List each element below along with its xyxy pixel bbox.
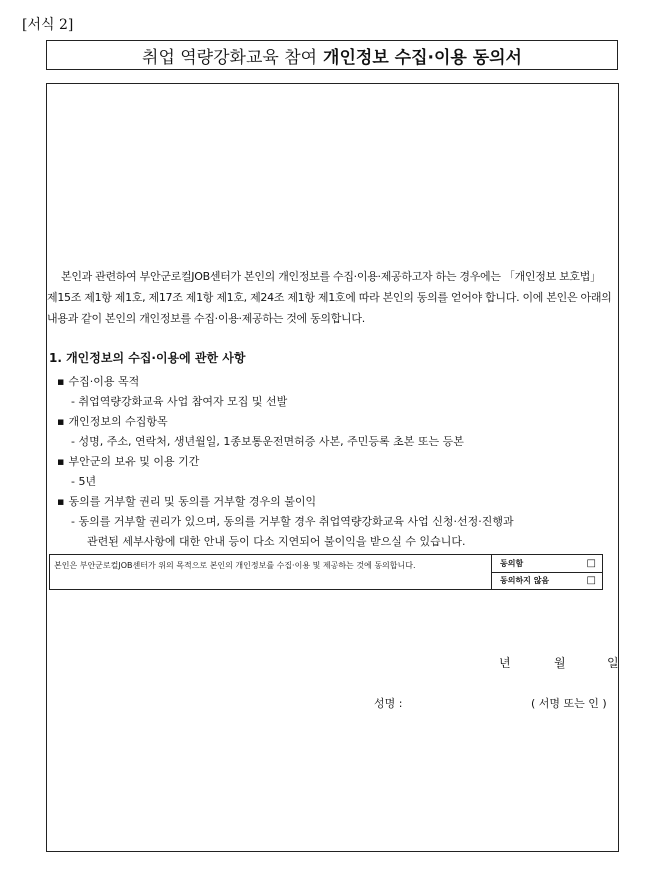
list-item: ▪ 동의를 거부할 권리 및 동의를 거부할 경우의 불이익 [57, 492, 514, 512]
list-item: ▪ 개인정보의 수집항목 [57, 412, 514, 432]
intro-paragraph: 본인과 관련하여 부안군로컬JOB센터가 본인의 개인정보를 수집·이용·제공하고자 하는 경우에는 「개인정보 보호법」 제15조 제1항 제1호, 제17조 제1항 제1호, 제24조 제1항 제1호에 따라 본인의 동의를 얻어야 합니다. 이에 본인은 아래의 내용과 같이 본인의 개인정보를 수집·이용·제공하는 것에 동의합니다. [47, 270, 612, 325]
list-item: ▪ 수집·이용 목적 [57, 372, 514, 392]
consent-statement: 본인은 부안군로컬JOB센터가 위의 목적으로 본인의 개인정보를 수집·이용 및 제공하는 것에 동의합니다. [50, 555, 492, 589]
disagree-checkbox[interactable]: □ [586, 575, 596, 587]
list-item: - 성명, 주소, 연락처, 생년월일, 1종보통운전면허증 사본, 주민등록 초본 또는 등본 [71, 435, 464, 448]
agree-label: 동의함 [500, 558, 524, 568]
form-body [46, 83, 619, 852]
agree-option[interactable] [492, 555, 602, 572]
list-item: - 5년 [71, 475, 97, 488]
consent-options [492, 555, 602, 589]
signature-suffix: ( 서명 또는 인 ) [531, 697, 607, 710]
date-year-label: 년 [499, 656, 511, 670]
agree-checkbox[interactable]: □ [586, 557, 596, 569]
consent-table [49, 554, 603, 590]
section-item-list [57, 372, 514, 552]
list-item: - 동의를 거부할 권리가 있으며, 동의를 거부할 경우 취업역량강화교육 사업 신청·선정·진행과 [71, 515, 514, 528]
date-month-label: 월 [554, 656, 566, 670]
date-day-label: 일 [607, 656, 619, 670]
disagree-option[interactable] [492, 572, 602, 590]
document-title [46, 40, 618, 70]
list-item: - 취업역량강화교육 사업 참여자 모집 및 선발 [71, 395, 288, 408]
form-number: [서식 2] [22, 17, 74, 33]
section-title: 1. 개인정보의 수집·이용에 관한 사항 [49, 351, 246, 365]
title-normal: 취업 역량강화교육 참여 [142, 47, 318, 68]
list-item: 관련된 세부사항에 대한 안내 등이 다소 지연되어 불이익을 받으실 수 있습니다. [87, 535, 466, 548]
signature-label: 성명 : [374, 697, 403, 710]
disagree-label: 동의하지 않음 [500, 576, 550, 586]
title-bold: 개인정보 수집·이용 동의서 [323, 47, 522, 68]
list-item: ▪ 부안군의 보유 및 이용 기간 [57, 452, 514, 472]
